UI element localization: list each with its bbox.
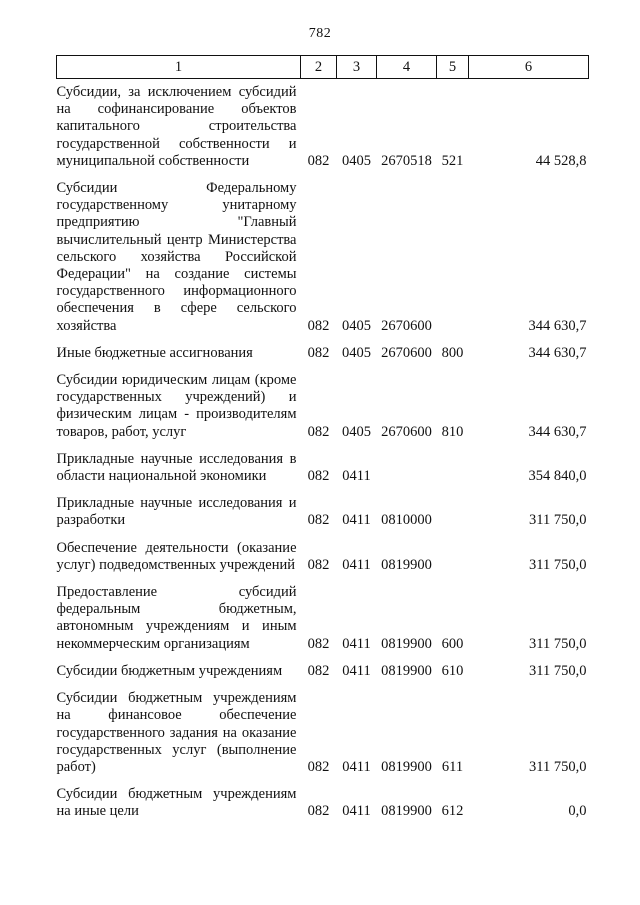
row-expense-kind: 610	[441, 662, 464, 679]
row-name-text: Субсидии Федеральному государственному унитарному предприятию "Главный вычислительный центр Министерства сельского хозяйства Российской Федерации" на создание системы государственного информационного обеспечения в сфере сельского хозяйства	[56, 180, 297, 334]
table-row	[57, 79, 589, 171]
row-spacer-cell	[57, 335, 589, 345]
row-amount: 44 528,8	[535, 152, 587, 169]
row-section-code: 0411	[342, 556, 371, 573]
row-target-code: 0819900	[381, 635, 432, 652]
row-spacer	[57, 574, 589, 584]
row-target-code: 0819900	[381, 556, 432, 573]
table-row	[57, 495, 589, 529]
row-spacer	[57, 362, 589, 372]
row-name	[57, 786, 301, 820]
table-row	[57, 663, 589, 680]
row-target-code: 0819900	[381, 758, 432, 775]
row-expense-kind	[437, 540, 469, 574]
row-expense-kind: 810	[441, 423, 464, 440]
row-target-code: 2670518	[381, 152, 432, 169]
row-target-code: 0810000	[381, 512, 432, 529]
row-name-text: Субсидии юридическим лицам (кроме государственных учреждений) и физическим лицам - производителям товаров, работ, услуг	[56, 372, 297, 440]
row-spacer	[57, 776, 589, 786]
row-expense-kind: 611	[441, 758, 464, 775]
row-expense-kind: 521	[441, 152, 464, 169]
row-amount: 311 750,0	[529, 556, 587, 573]
row-section-code: 0411	[342, 468, 371, 485]
row-spacer-cell	[57, 530, 589, 540]
row-name-text: Субсидии, за исключением субсидий на софинансирование объектов капитального строительства государственной собственности и муниципальной собственности	[56, 84, 297, 169]
header-row	[57, 56, 589, 79]
row-expense-kind: 800	[441, 344, 464, 361]
row-amount: 0,0	[568, 803, 587, 820]
row-name	[57, 540, 301, 574]
page-number: 782	[308, 26, 332, 41]
row-expense-kind: 612	[441, 803, 464, 820]
row-name	[57, 584, 301, 653]
row-ministry-code: 082	[307, 317, 330, 334]
row-spacer-cell	[57, 170, 589, 180]
row-spacer-cell	[57, 441, 589, 451]
budget-table	[56, 55, 589, 821]
row-ministry-code: 082	[307, 344, 330, 361]
row-ministry-code: 082	[307, 662, 330, 679]
row-name-text: Прикладные научные исследования и разработки	[56, 495, 297, 529]
row-spacer-cell	[57, 574, 589, 584]
row-section-code: 0411	[342, 662, 371, 679]
table-row	[57, 180, 589, 335]
row-name-text: Обеспечение деятельности (оказание услуг) подведомственных учреждений	[56, 539, 297, 573]
row-ministry-code: 082	[307, 758, 330, 775]
header-col-3: 3	[337, 56, 377, 79]
row-target-code: 2670600	[381, 317, 432, 334]
row-ministry-code: 082	[307, 635, 330, 652]
row-amount: 354 840,0	[528, 468, 587, 485]
row-spacer-cell	[57, 362, 589, 372]
table-row	[57, 345, 589, 362]
row-ministry-code: 082	[307, 423, 330, 440]
row-ministry-code: 082	[307, 803, 330, 820]
row-name-text: Предоставление субсидий федеральным бюджетным, автономным учреждениям и иным некоммерческим организациям	[56, 584, 297, 652]
row-amount: 311 750,0	[529, 758, 587, 775]
row-spacer-cell	[57, 485, 589, 495]
row-amount: 344 630,7	[528, 423, 587, 440]
row-target-code: 2670600	[381, 423, 432, 440]
row-name	[57, 372, 301, 441]
header-col-1: 1	[57, 56, 301, 79]
table-row	[57, 540, 589, 574]
header-col-4: 4	[377, 56, 437, 79]
row-target-code: 0819900	[381, 662, 432, 679]
row-spacer-cell	[57, 680, 589, 690]
row-section-code: 0411	[342, 512, 371, 529]
row-name-text: Иные бюджетные ассигнования	[56, 344, 253, 361]
row-section-code: 0411	[342, 803, 371, 820]
row-section-code: 0405	[342, 317, 371, 334]
row-ministry-code: 082	[307, 152, 330, 169]
row-name	[57, 451, 301, 485]
header-col-5: 5	[437, 56, 469, 79]
table-row	[57, 584, 589, 653]
row-spacer	[57, 680, 589, 690]
header-col-2: 2	[301, 56, 337, 79]
row-name-text: Субсидии бюджетным учреждениям на финансовое обеспечение государственного задания на оказание государственных услуг (выполнение работ)	[56, 690, 297, 775]
row-name	[57, 345, 301, 362]
row-spacer	[57, 653, 589, 663]
row-target-code: 0819900	[381, 803, 432, 820]
row-spacer	[57, 170, 589, 180]
row-amount: 311 750,0	[529, 662, 587, 679]
row-ministry-code: 082	[307, 512, 330, 529]
row-section-code: 0411	[342, 635, 371, 652]
row-spacer-cell	[57, 776, 589, 786]
row-spacer	[57, 335, 589, 345]
table-row	[57, 372, 589, 441]
row-spacer	[57, 441, 589, 451]
row-expense-kind: 600	[441, 635, 464, 652]
table-row	[57, 690, 589, 776]
row-name	[57, 690, 301, 776]
row-expense-kind	[437, 451, 469, 485]
row-section-code: 0405	[342, 423, 371, 440]
table-header	[57, 56, 589, 79]
row-name	[57, 495, 301, 529]
row-spacer	[57, 485, 589, 495]
row-spacer	[57, 530, 589, 540]
row-name-text: Прикладные научные исследования в области национальной экономики	[56, 450, 297, 485]
row-name-text: Субсидии бюджетным учреждениям на иные цели	[56, 786, 297, 820]
row-section-code: 0411	[342, 758, 371, 775]
row-amount: 311 750,0	[529, 512, 587, 529]
row-name	[57, 663, 301, 680]
row-spacer-cell	[57, 653, 589, 663]
row-ministry-code: 082	[307, 556, 330, 573]
row-name	[57, 180, 301, 335]
row-section-code: 0405	[342, 344, 371, 361]
table-row	[57, 451, 589, 485]
row-amount: 344 630,7	[528, 317, 587, 334]
header-col-6: 6	[469, 56, 589, 79]
table-body	[57, 79, 589, 821]
row-expense-kind	[437, 180, 469, 335]
row-section-code: 0405	[342, 152, 371, 169]
row-expense-kind	[437, 495, 469, 529]
row-ministry-code: 082	[307, 468, 330, 485]
row-amount: 344 630,7	[528, 344, 587, 361]
table-row	[57, 786, 589, 820]
row-target-code: 2670600	[381, 344, 432, 361]
row-name	[57, 79, 301, 171]
row-target-code	[377, 451, 437, 485]
row-name-text: Субсидии бюджетным учреждениям	[56, 662, 283, 679]
row-amount: 311 750,0	[529, 635, 587, 652]
